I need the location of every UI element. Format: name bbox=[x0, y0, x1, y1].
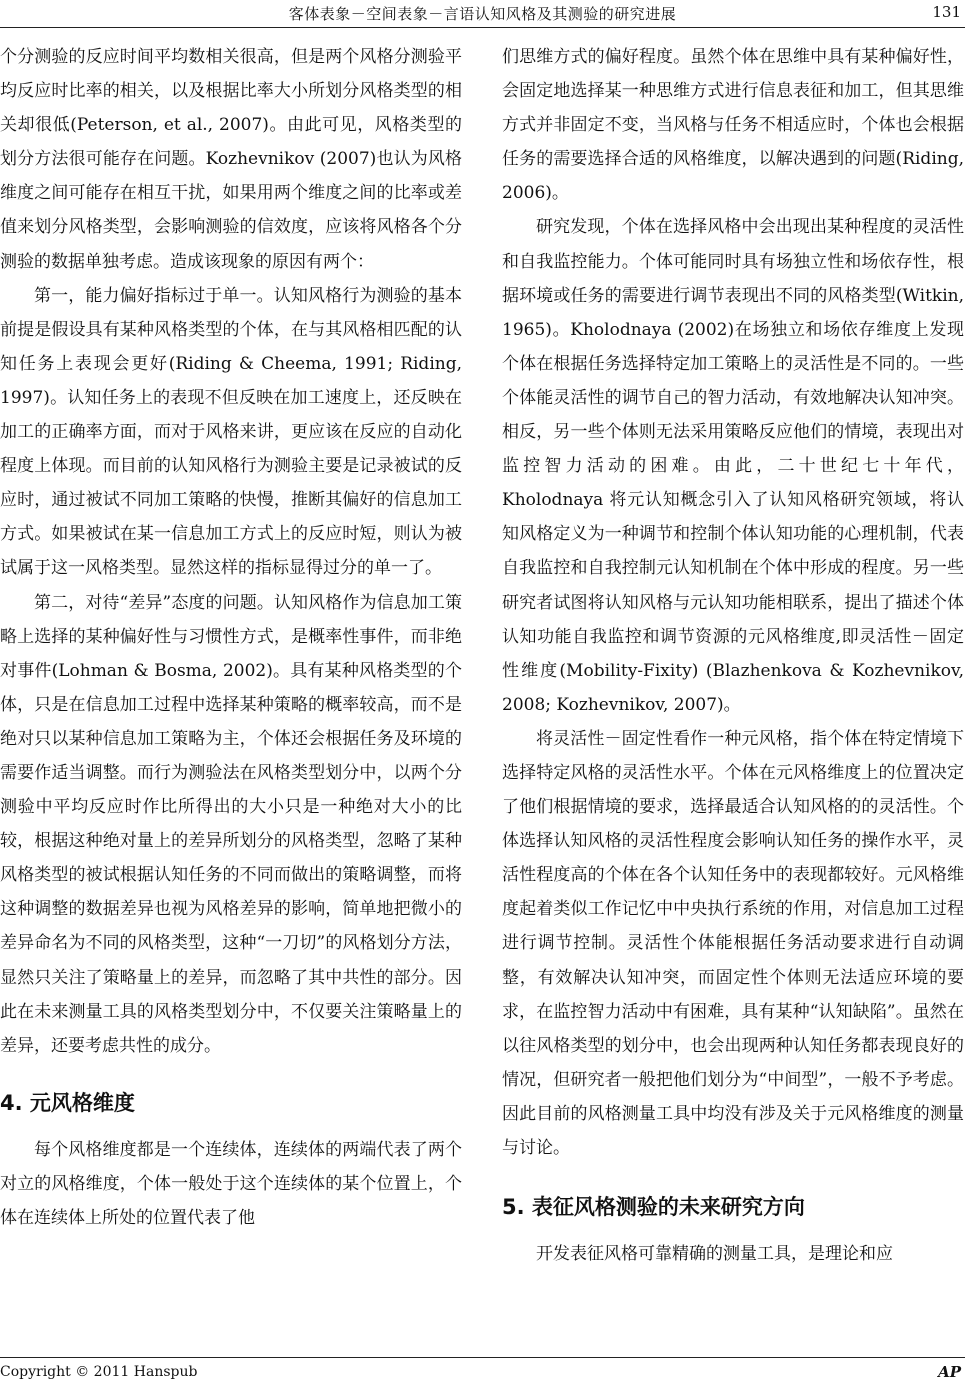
running-title: 客体表象－空间表象－言语认知风格及其测验的研究进展 bbox=[288, 5, 677, 23]
right-column bbox=[502, 40, 964, 1340]
left-column bbox=[0, 40, 462, 1340]
paragraph: 每个风格维度都是一个连续体，连续体的两端代表了两个对立的风格维度，个体一般处于这个连续体的某个位置上，个体在连续体上所处的位置代表了他 bbox=[0, 1139, 462, 1228]
paragraph: 将灵活性－固定性看作一种元风格，指个体在特定情境下选择特定风格的灵活性水平。个体在元风格维度上的位置决定了他们根据情境的要求，选择最适合认知风格的的灵活性。个体选择认知风格的灵活性程度会影响认知任务的操作水平，灵活性程度高的个体在各个认知任务中的表现都较好。元风格维度起着类似工作记忆中中央执行系统的作用，对信息加工过程进行调节控制。灵活性个体能根据任务活动要求进行自动调整，有效解决认知冲突，而固定性个体则无法适应环境的要求，在监控智力活动中有困难，具有某种“认知缺陷”。虽然在以往风格类型的划分中，也会出现两种认知任务都表现良好的情况，但研究者一般把他们划分为“中间型”，一般不予考虑。因此目前的风格测量工具中均没有涉及关于元风格维度的测量与讨论。 bbox=[502, 728, 964, 1158]
section-heading-5: 5. 表征风格测验的未来研究方向 bbox=[502, 1195, 805, 1220]
paragraph: 个分测验的反应时间平均数相关很高，但是两个风格分测验平均反应时比率的相关，以及根据比率大小所划分风格类型的相关却很低(Peterson, et al., 2007)。由此可见，风格类型的划分方法很可能存在问题。Kozhevnikov (2007)也认为风格维度之间可能存在相互干扰，如果用两个维度之间的比率或差值来划分风格类型，会影响测验的信效度，应该将风格各个分测验的数据单独考虑。造成该现象的原因有两个： bbox=[0, 47, 462, 272]
copyright: Copyright © 2011 Hanspub bbox=[0, 1364, 198, 1380]
footer-rule bbox=[0, 1357, 965, 1358]
paragraph: 研究发现，个体在选择风格中会出现出某种程度的灵活性和自我监控能力。个体可能同时具有场独立性和场依存性，根据环境或任务的需要进行调节表现出不同的风格类型(Witkin, 1965)。Kholodnaya (2002)在场独立和场依存维度上发现个体在根据任务选择特定加工策略上的灵活性是不同的。一些个体能灵活性的调节自己的智力活动，有效地解决认知冲突。相反，另一些个体则无法采用策略反应他们的情境，表现出对监控智力活动的困难。由此，二十世纪七十年代，Kholodnaya 将元认知概念引入了认知风格研究领域，将认知风格定义为一种调节和控制个体认知功能的心理机制，代表自我监控和自我控制元认知机制在个体中形成的程度。另一些研究者试图将认知风格与元认知功能相联系，提出了描述个体认知功能自我监控和调节资源的元风格维度,即灵活性－固定性维度(Mobility-Fixity) (Blazhenkova & Kozhevnikov, 2008; Kozhevnikov, 2007)。 bbox=[502, 217, 964, 715]
paragraph: 们思维方式的偏好程度。虽然个体在思维中具有某种偏好性，会固定地选择某一种思维方式进行信息表征和加工，但其思维方式并非固定不变，当风格与任务不相适应时，个体也会根据任务的需要选择合适的风格维度，以解决遇到的问题(Riding, 2006)。 bbox=[502, 47, 964, 204]
paragraph: 第二，对待“差异”态度的问题。认知风格作为信息加工策略上选择的某种偏好性与习惯性方式，是概率性事件，而非绝对事件(Lohman & Bosma, 2002)。具有某种风格类型的个体，只是在信息加工过程中选择某种策略的概率较高，而不是绝对只以某种信息加工策略为主，个体还会根据任务及环境的需要作适当调整。而行为测验法在风格类型划分中，以两个分测验中平均反应时作比所得出的大小只是一种绝对大小的比较，根据这种绝对量上的差异所划分的风格类型，忽略了某种风格类型的被试根据认知任务的不同而做出的策略调整，而将这种调整的数据差异也视为风格差异的影响，简单地把微小的差异命名为不同的风格类型，这种“一刀切”的风格划分方法，显然只关注了策略量上的差异，而忽略了其中共性的部分。因此在未来测量工具的风格类型划分中，不仅要关注策略量上的差异，还要考虑共性的成分。 bbox=[0, 592, 462, 1056]
header-rule bbox=[0, 27, 965, 28]
paragraph: 第一，能力偏好指标过于单一。认知风格行为测验的基本前提是假设具有某种风格类型的个体，在与其风格相匹配的认知任务上表现会更好(Riding & Cheema, 1991; Riding, 1997)。认知任务上的表现不但反映在加工速度上，还反映在加工的正确率方面，而对于风格来讲，更应该在反应的自动化程度上体现。而目前的认知风格行为测验主要是记录被试的反应时，通过被试不同加工策略的快慢，推断其偏好的信息加工方式。如果被试在某一信息加工方式上的反应时短，则认为被试属于这一风格类型。显然这样的指标显得过分的单一了。 bbox=[0, 285, 462, 579]
journal-code: AP bbox=[938, 1363, 961, 1381]
paragraph: 开发表征风格可靠精确的测量工具，是理论和应 bbox=[536, 1244, 893, 1265]
section-heading-4: 4. 元风格维度 bbox=[0, 1090, 135, 1115]
page-number: 131 bbox=[932, 3, 961, 21]
running-head bbox=[0, 0, 965, 30]
